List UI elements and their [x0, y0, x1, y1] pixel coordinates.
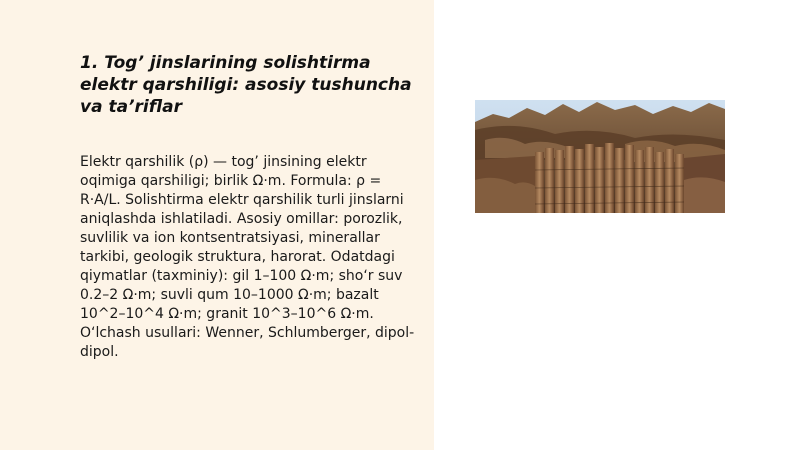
slide-body-text: Elektr qarshilik (ρ) — tog’ jinsining elektr oqimiga qarshiligi; birlik Ω·m. Formula: ρ = R·A/L. Solishtirma elektr qarshilik turli jinslarni aniqlashda ishlatiladi. Asosiy omillar: porozlik, suvlilik va ion kontsentratsiyasi, minerallar tarkibi, geologik struktura, harorat. Odatdagi qiymatlar (taxminiy): gil 1–100 Ω·m; sho‘r suv 0.2–2 Ω·m; suvli qum 10–1000 Ω·m; bazalt 10^2–10^4 Ω·m; granit 10^3–10^6 Ω·m. O‘lchash usullari: Wenner, Schlumberger, dipol-dipol. — [80, 154, 415, 360]
slide-title: 1. Tog’ jinslarining solishtirma elektr qarshiligi: asosiy tushuncha va ta’riflar — [80, 53, 412, 117]
basalt-columns-illustration — [475, 100, 725, 213]
basalt-columns-photo — [475, 100, 725, 213]
